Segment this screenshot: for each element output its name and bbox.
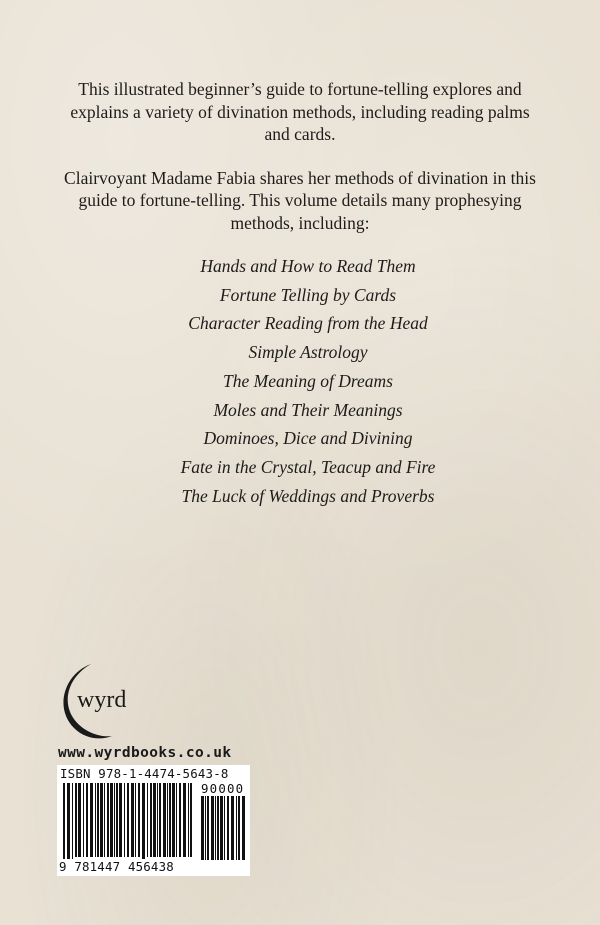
- price-code: 90000: [201, 781, 245, 796]
- barcode-bar: [86, 783, 88, 857]
- barcode-bar: [97, 783, 99, 857]
- barcode-bar: [183, 783, 186, 857]
- method-item: Fate in the Crystal, Teacup and Fire: [180, 456, 436, 477]
- barcode-bar: [224, 796, 225, 860]
- method-item: The Meaning of Dreams: [223, 370, 393, 391]
- barcode-bar: [119, 783, 122, 857]
- barcode-bar: [138, 783, 140, 857]
- barcode-bar: [215, 796, 216, 860]
- barcode-bar: [238, 796, 240, 860]
- barcode-bar: [90, 783, 93, 857]
- barcode-bar: [75, 783, 77, 857]
- barcode-bar: [100, 783, 103, 857]
- barcode-bar: [201, 796, 204, 860]
- barcode-bar: [159, 783, 161, 857]
- logo-text: wyrd: [77, 687, 127, 713]
- barcode-bar: [236, 796, 237, 860]
- barcode-bar: [169, 783, 171, 857]
- barcode-bar: [157, 783, 158, 857]
- blurb: [60, 78, 540, 234]
- publisher-website[interactable]: www.wyrdbooks.co.uk: [58, 745, 232, 761]
- barcode-bar: [110, 783, 113, 857]
- barcode-bar: [163, 783, 166, 857]
- barcode-bar: [142, 783, 145, 863]
- barcode-bar: [217, 796, 219, 860]
- barcode-bar: [104, 783, 105, 857]
- blurb-paragraph-1: This illustrated beginner’s guide to fortune-telling explores and explains a variety of divination methods, including reading palms and cards.: [70, 79, 530, 144]
- barcode-bar: [188, 783, 189, 857]
- method-item: Dominoes, Dice and Divining: [203, 428, 413, 449]
- barcode-bar: [190, 783, 192, 857]
- method-item: Fortune Telling by Cards: [219, 284, 397, 305]
- barcode: [57, 765, 250, 876]
- barcode-bar: [220, 796, 223, 860]
- wyrd-logo: [58, 660, 138, 740]
- barcode-bar: [231, 796, 234, 860]
- method-item: Character Reading from the Head: [188, 313, 428, 334]
- barcode-bar: [72, 783, 73, 863]
- method-item: Simple Astrology: [248, 342, 368, 363]
- barcode-bar: [114, 783, 115, 857]
- barcode-bar: [147, 783, 148, 857]
- barcode-bar: [176, 783, 177, 857]
- barcode-bar: [78, 783, 81, 857]
- barcode-bar: [179, 783, 181, 857]
- barcode-bar: [67, 783, 70, 863]
- method-item: Moles and Their Meanings: [213, 399, 403, 420]
- barcode-bar: [107, 783, 109, 857]
- barcode-bar: [135, 783, 136, 857]
- barcode-bar: [124, 783, 125, 857]
- barcode-bar: [116, 783, 118, 857]
- barcode-bar: [131, 783, 134, 857]
- isbn-number: ISBN 978-1-4474-5643-8: [60, 766, 229, 781]
- ean-number: 9 781447 456438: [59, 859, 174, 874]
- barcode-bar: [127, 783, 129, 857]
- method-item: Hands and How to Read Them: [200, 256, 416, 276]
- methods-list: [0, 252, 600, 510]
- barcode-bar: [242, 796, 245, 860]
- barcode-bar: [83, 783, 84, 857]
- barcode-bar: [207, 796, 209, 860]
- ean-barcode-bars: [63, 783, 195, 863]
- method-item: The Luck of Weddings and Proverbs: [181, 485, 435, 506]
- barcode-bar: [63, 783, 65, 863]
- barcode-bar: [153, 783, 156, 857]
- barcode-bar: [227, 796, 229, 860]
- barcode-bar: [211, 796, 214, 860]
- barcode-bar: [150, 783, 152, 857]
- addon-barcode-bars: [201, 796, 245, 866]
- blurb-paragraph-2: Clairvoyant Madame Fabia shares her methods of divination in this guide to fortune-telling. This volume details many prophesying methods, including:: [64, 167, 536, 233]
- barcode-bar: [167, 783, 168, 857]
- barcode-bar: [205, 796, 206, 860]
- barcode-bar: [172, 783, 175, 857]
- barcode-bar: [95, 783, 96, 857]
